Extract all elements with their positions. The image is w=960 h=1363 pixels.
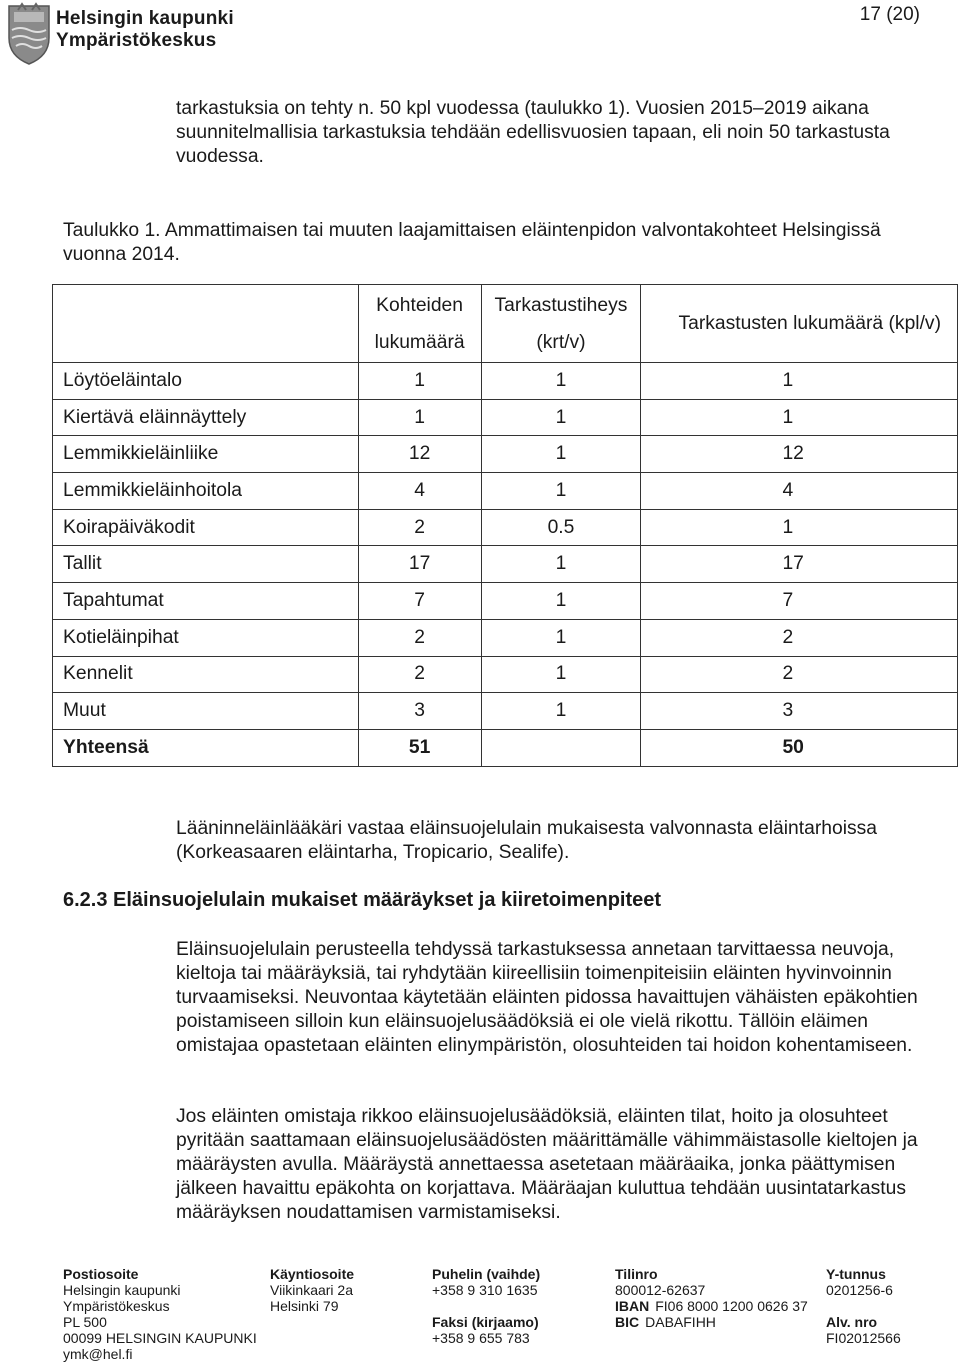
page-number: 17 (20)	[859, 4, 920, 25]
footer-ytunnus-heading: Y-tunnus	[826, 1266, 886, 1282]
row-count: 2	[358, 509, 481, 546]
footer-postal-line3: PL 500	[63, 1314, 107, 1330]
row-name: Kotieläinpihat	[53, 619, 359, 656]
dept-name: Ympäristökeskus	[56, 30, 217, 51]
total-label: Yhteensä	[53, 729, 359, 766]
header-empty	[53, 285, 359, 363]
row-count: 2	[358, 619, 481, 656]
footer-postal-line1: Helsingin kaupunki	[63, 1282, 181, 1298]
table-row	[53, 436, 958, 473]
total-count: 51	[358, 729, 481, 766]
footer-bic-row	[615, 1314, 808, 1330]
row-frequency: 1	[481, 473, 641, 510]
row-frequency: 1	[481, 583, 641, 620]
intro-paragraph: tarkastuksia on tehty n. 50 kpl vuodessa (taulukko 1). Vuosien 2015–2019 aikana suunnitelmallisia tarkastuksia tehdään edellisvuosien tapaan, eli noin 50 tarkastusta vuodessa.	[176, 98, 890, 167]
footer-postal-heading: Postiosoite	[63, 1266, 139, 1282]
row-frequency: 1	[481, 436, 641, 473]
table-row	[53, 509, 958, 546]
footer-visit-line1: Viikinkaari 2a	[270, 1282, 354, 1298]
row-inspections: 1	[641, 509, 958, 546]
footer-visit-line2: Helsinki 79	[270, 1298, 339, 1314]
inspection-table	[52, 284, 958, 767]
footer-bic-label: BIC	[615, 1314, 640, 1330]
section-heading: 6.2.3 Eläinsuojelulain mukaiset määräykset ja kiiretoimenpiteet	[63, 889, 662, 911]
total-frequency	[481, 729, 641, 766]
row-frequency: 1	[481, 656, 641, 693]
row-count: 12	[358, 436, 481, 473]
row-inspections: 7	[641, 583, 958, 620]
row-count: 7	[358, 583, 481, 620]
footer-phone-heading: Puhelin (vaihde)	[432, 1266, 541, 1282]
table-row	[53, 693, 958, 730]
header-count-line1: Kohteiden	[376, 294, 463, 316]
footer-bic-value: DABAFIHH	[645, 1314, 716, 1330]
row-name: Tallit	[53, 546, 359, 583]
row-name: Kennelit	[53, 656, 359, 693]
footer-postal-line2: Ympäristökeskus	[63, 1298, 170, 1314]
row-frequency: 0.5	[481, 509, 641, 546]
footer-bank-heading: Tilinro	[615, 1266, 658, 1282]
footer-iban-value: FI06 8000 1200 0626 37	[655, 1298, 808, 1314]
table-caption: Taulukko 1. Ammattimaisen tai muuten laajamittaisen eläintenpidon valvontakohteet Helsingissä vuonna 2014.	[63, 220, 881, 265]
table-header-row	[53, 285, 958, 363]
row-name: Lemmikkieläinliike	[53, 436, 359, 473]
org-name: Helsingin kaupunki	[56, 8, 234, 29]
footer-ids	[826, 1266, 901, 1346]
header-inspections: Tarkastusten lukumäärä (kpl/v)	[641, 285, 958, 363]
row-inspections: 12	[641, 436, 958, 473]
body-paragraph-2: Jos eläinten omistaja rikkoo eläinsuojelusäädöksiä, eläinten tilat, hoito ja olosuhteet pyritään saattamaan eläinsuojelusäädösten määrittämälle vähimmäistasolle kieltojen ja määräysten avulla. Määräystä annettaessa asetetaan määräaika, jonka päättymisen jälkeen havaittu epäkohta on korjattava. Määräajan kuluttua tehdään uusintatarkastus määräyksen noudattamisen varmistamiseksi.	[176, 1106, 918, 1223]
row-name: Koirapäiväkodit	[53, 509, 359, 546]
row-frequency: 1	[481, 693, 641, 730]
row-frequency: 1	[481, 619, 641, 656]
laani-paragraph: Lääninneläinlääkäri vastaa eläinsuojelulain mukaisesta valvonnasta eläintarhoissa (Korkeasaaren eläintarha, Tropicario, Sealife).	[176, 818, 877, 863]
body-paragraph-1: Eläinsuojelulain perusteella tehdyssä tarkastuksessa annetaan tarvittaessa neuvoja, kieltoja tai määräyksiä, tai ryhdytään kiireellisiin toimenpiteisiin eläinten hyvinvoinnin turvaamiseksi. Neuvontaa käytetään eläinten pidossa havaittujen vähäisten epäkohtien poistamiseen silloin kun eläinsuojelusäädöksiä ei ole vielä rikottu. Tällöin eläimen omistajaa opastetaan eläinten elinympäristön, olosuhteiden tai hoidon kohentamiseen.	[176, 939, 918, 1056]
footer-bank	[615, 1266, 808, 1330]
row-frequency: 1	[481, 399, 641, 436]
footer-vat-value: FI02012566	[826, 1330, 901, 1346]
footer-bank-account: 800012-62637	[615, 1282, 706, 1298]
row-frequency: 1	[481, 363, 641, 400]
header-frequency-line1: Tarkastustiheys	[494, 294, 628, 316]
footer-ytunnus-value: 0201256-6	[826, 1282, 893, 1298]
total-inspections: 50	[641, 729, 958, 766]
row-name: Kiertävä eläinnäyttely	[53, 399, 359, 436]
table-row	[53, 583, 958, 620]
row-name: Lemmikkieläinhoitola	[53, 473, 359, 510]
row-inspections: 4	[641, 473, 958, 510]
table-row	[53, 473, 958, 510]
footer-phone-value: +358 9 310 1635	[432, 1282, 538, 1298]
row-inspections: 1	[641, 363, 958, 400]
row-inspections: 2	[641, 656, 958, 693]
row-count: 2	[358, 656, 481, 693]
helsinki-crest-logo	[6, 2, 52, 66]
footer-postal	[63, 1266, 257, 1362]
table-row	[53, 546, 958, 583]
row-count: 4	[358, 473, 481, 510]
footer-ids-spacer	[826, 1298, 901, 1314]
footer-phone-spacer	[432, 1298, 540, 1314]
row-count: 17	[358, 546, 481, 583]
table-row	[53, 619, 958, 656]
table-total-row	[53, 729, 958, 766]
footer-phone	[432, 1266, 540, 1346]
row-inspections: 2	[641, 619, 958, 656]
table-row	[53, 399, 958, 436]
row-count: 3	[358, 693, 481, 730]
footer-iban-row	[615, 1298, 808, 1314]
row-name: Muut	[53, 693, 359, 730]
row-inspections: 1	[641, 399, 958, 436]
footer-iban-label: IBAN	[615, 1298, 650, 1314]
footer-fax-value: +358 9 655 783	[432, 1330, 530, 1346]
row-inspections: 17	[641, 546, 958, 583]
footer-visit	[270, 1266, 354, 1314]
table-row	[53, 363, 958, 400]
header-frequency	[481, 285, 641, 363]
row-name: Löytöeläintalo	[53, 363, 359, 400]
header-count-line2: lukumäärä	[374, 331, 465, 353]
footer-visit-heading: Käyntiosoite	[270, 1266, 355, 1282]
header-frequency-line2: (krt/v)	[536, 331, 586, 353]
footer-postal-line4: 00099 HELSINGIN KAUPUNKI	[63, 1330, 257, 1346]
header-count	[358, 285, 481, 363]
row-inspections: 3	[641, 693, 958, 730]
row-count: 1	[358, 399, 481, 436]
footer-email[interactable]: ymk@hel.fi	[63, 1346, 133, 1362]
footer-fax-heading: Faksi (kirjaamo)	[432, 1314, 539, 1330]
table-row	[53, 656, 958, 693]
row-frequency: 1	[481, 546, 641, 583]
footer-vat-heading: Alv. nro	[826, 1314, 878, 1330]
row-name: Tapahtumat	[53, 583, 359, 620]
row-count: 1	[358, 363, 481, 400]
